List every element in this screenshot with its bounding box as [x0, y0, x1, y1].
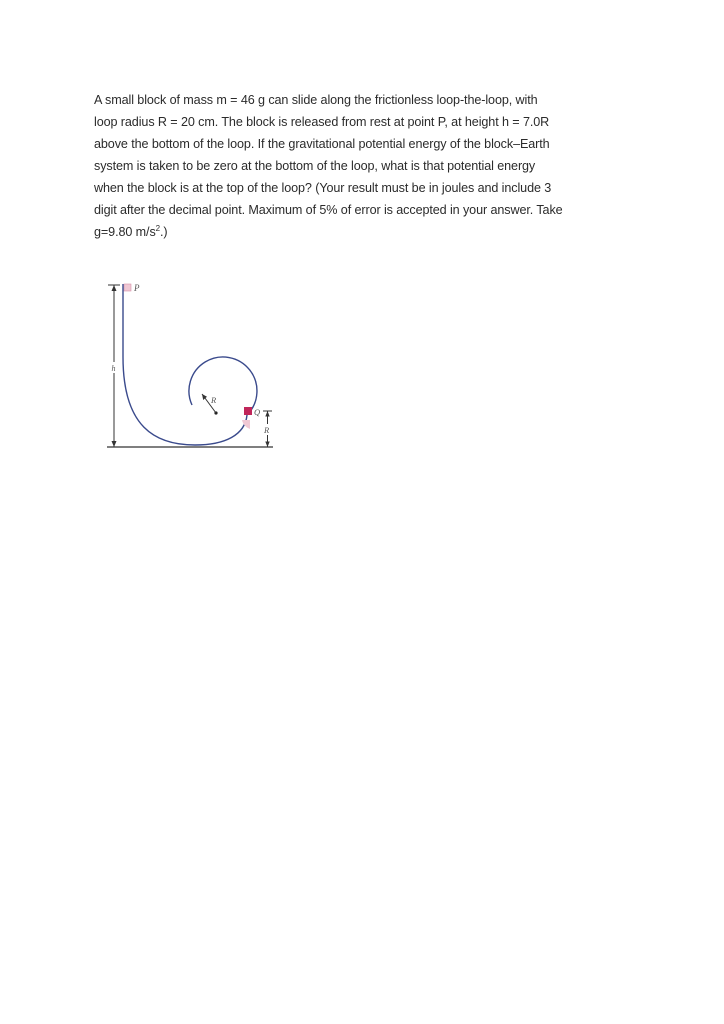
question-paragraph	[94, 89, 564, 243]
h-arrow-down	[112, 441, 117, 447]
loop-the-loop-figure	[100, 277, 280, 452]
r-arrow-up	[265, 411, 269, 417]
question-body: A small block of mass m = 46 g can slide along the frictionless loop-the-loop, with loop radius R = 20 cm. The block is released from rest at point P, at height h = 7.0R above the bottom of the loop. If the gravitational potential energy of the block–Earth system is taken to be zero at the bottom of the loop, what is that potential energy when the block is at the top of the loop? (Your result must be in joules and include 3 digit after the decimal point. Maximum of 5% of error is accepted in your answer. Take g=9.80 m/s	[94, 93, 563, 239]
question-end: .)	[160, 225, 168, 239]
block-q	[244, 407, 252, 415]
block-p	[124, 284, 131, 291]
r-loop-label: R	[211, 395, 217, 405]
p-label: P	[134, 283, 140, 293]
h-label: h	[111, 364, 116, 373]
loop-track	[123, 284, 257, 445]
q-label: Q	[254, 407, 261, 417]
units-superscript: 2	[155, 224, 161, 233]
question-text	[94, 89, 564, 243]
loop-diagram	[100, 277, 280, 452]
r-side-label: R	[264, 425, 270, 435]
h-arrow-up	[112, 285, 117, 291]
r-arrow-down	[265, 442, 269, 448]
